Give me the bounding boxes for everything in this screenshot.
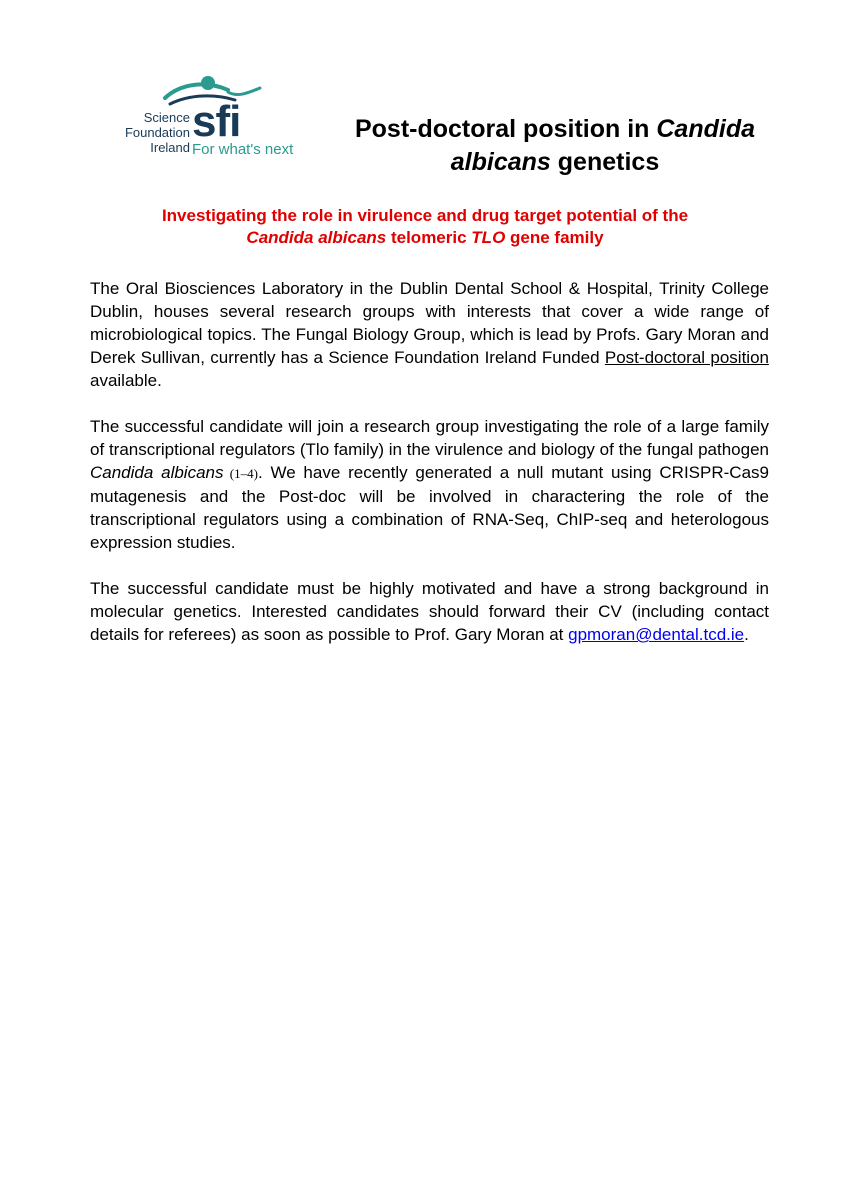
- paragraph-research: [90, 415, 769, 554]
- title-part1: Post-doctoral position in: [354, 115, 657, 143]
- logo-line-science: Science: [143, 110, 190, 125]
- subtitle-mid: telomeric: [386, 228, 472, 247]
- p2-text-after: . We have recently generated a null mutant using CRISPR-Cas9 mutagenesis and the Post-doc will be involved in charactering the role of the transcriptional regulators using a combination of RNA-Seq, ChIP-seq and heterologous expression studies.: [90, 463, 769, 552]
- subtitle-italic-tlo: TLO: [471, 228, 506, 247]
- p1-text-before: The Oral Biosciences Laboratory in the Dublin Dental School & Hospital, Trinity College Dublin, houses several research groups with interests that cover a wide range of microbiological topics. The Fungal Biology Group, which is lead by Profs. Gary Moran and Derek Sullivan, currently has a Science Foundation Ireland Funded: [90, 279, 769, 367]
- p3-text-before: The successful candidate must be highly motivated and have a strong background in molecular genetics. Interested candidates should forward their CV (including contact details for referees) as soon as possible to Prof. Gary Moran at: [90, 579, 769, 644]
- logo-line-foundation: Foundation: [124, 125, 190, 140]
- body-text: [90, 277, 769, 669]
- sfi-logo: [110, 70, 310, 170]
- page-title: [320, 113, 790, 179]
- subtitle-line1: Investigating the role in virulence and drug target potential of the: [161, 206, 689, 225]
- logo-tagline: For what's next: [192, 141, 294, 158]
- p2-reference: (1–4): [223, 466, 258, 481]
- subtitle-italic-species: Candida albicans: [246, 228, 387, 247]
- subtitle-end: gene family: [505, 228, 604, 247]
- page-subtitle: [90, 205, 760, 249]
- p1-postdoc-position: Post-doctoral position: [604, 348, 769, 367]
- logo-wordmark: [110, 110, 190, 155]
- p2-text-before: The successful candidate will join a research group investigating the role of a large family of transcriptional regulators (Tlo family) in the virulence and biology of the fungal pathogen: [90, 417, 769, 459]
- title-italic-candida: Candida: [656, 115, 755, 143]
- logo-sfi-mark: sfi: [192, 97, 241, 146]
- p1-text-after: available.: [90, 371, 162, 390]
- title-part2: genetics: [550, 148, 660, 176]
- paragraph-application: [90, 577, 769, 646]
- title-italic-albicans: albicans: [450, 148, 551, 176]
- paragraph-lab-intro: [90, 277, 769, 392]
- p3-text-after: .: [744, 625, 749, 644]
- p2-species-italic: Candida albicans: [90, 463, 224, 482]
- logo-line-ireland: Ireland: [150, 140, 190, 155]
- contact-email-link[interactable]: gpmoran@dental.tcd.ie: [568, 625, 745, 644]
